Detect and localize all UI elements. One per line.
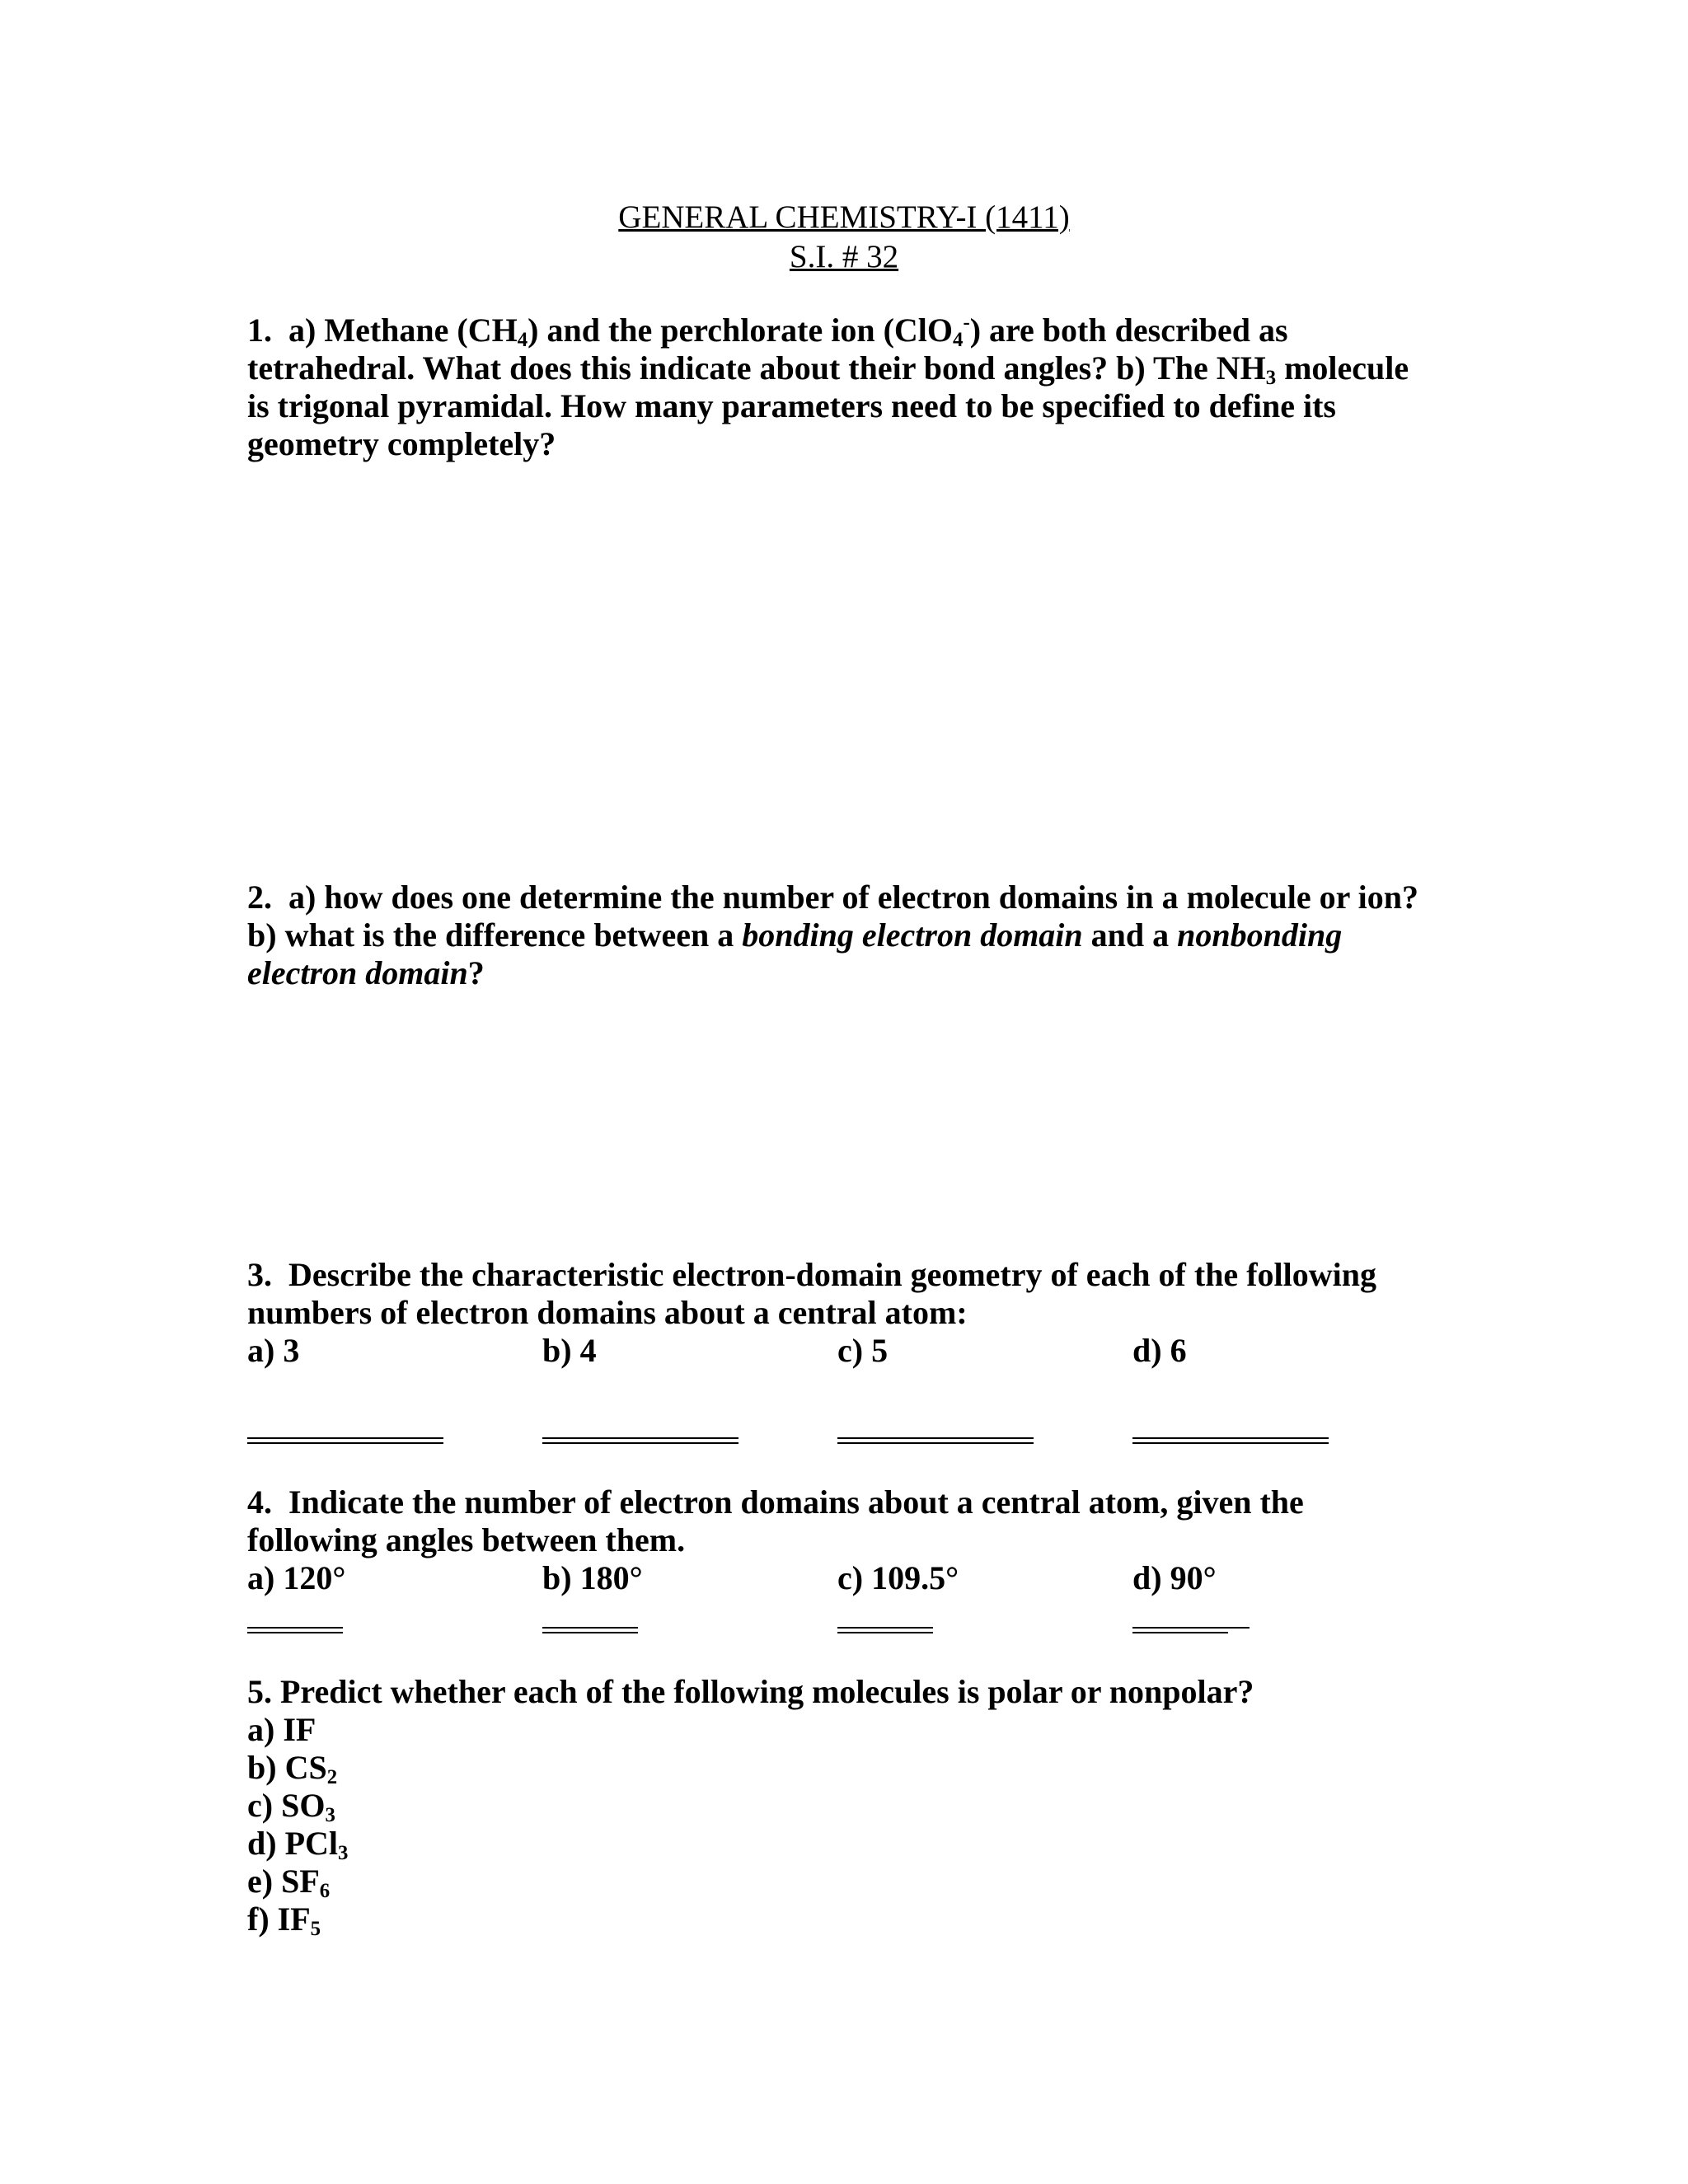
q3-option-d: d) 6 [1132, 1332, 1187, 1369]
q4-answer-blank-a[interactable] [247, 1627, 343, 1633]
q5-item-e: e) $SF_6$ [247, 1863, 331, 1903]
q3-option-b: b) 4 [542, 1332, 597, 1369]
q4-option-a: a) 120° [247, 1559, 346, 1596]
question-4: 4. Indicate the number of electron domains about a central atom, given the following angles between them. [247, 1483, 1304, 1558]
question-number: 5. [247, 1673, 272, 1710]
q5-item-a: a) IF [247, 1711, 316, 1748]
q5-item-d: d) PCl$_3$ [247, 1825, 349, 1865]
question-1: 1. a) Methane $(CH_4)$ and the perchlorate ion (ClO$_4$-) are both described as tetrahedral. What does this indicate about their bond angles? b) The $NH_3$ molecule is trigonal pyramidal. How many parameters need to be specified to define its geometry completely? [247, 312, 1409, 462]
q5-item-b: b) $CS_2$ [247, 1749, 338, 1789]
q3-answer-blank-c[interactable] [837, 1437, 1034, 1444]
question-2: 2. a) how does one determine the number of electron domains in a molecule or ion? b) what is the difference between a bonding electron domain and a nonbonding electron domain? [247, 879, 1419, 991]
question-5: 5. Predict whether each of the following molecules is polar or nonpolar? [247, 1673, 1254, 1710]
worksheet-title: GENERAL CHEMISTRY-I (1411) [618, 199, 1070, 235]
q4-answer-blank-b[interactable] [542, 1627, 638, 1633]
q3-option-a: a) 3 [247, 1332, 300, 1369]
q5-item-c: c) $SO_3$ [247, 1787, 335, 1827]
q4-answer-blank-c[interactable] [837, 1627, 933, 1633]
q3-answer-blank-b[interactable] [542, 1437, 738, 1444]
question-number: 2. [247, 879, 272, 916]
q3-option-c: c) 5 [837, 1332, 889, 1369]
question-number: 1. [247, 312, 272, 349]
q5-item-f: f) $IF_5$ [247, 1900, 321, 1941]
q4-option-d: d) 90° [1132, 1559, 1217, 1596]
q4-blank-tail [1228, 1627, 1250, 1629]
term-bonding-electron-domain: bonding electron domain [742, 916, 1083, 954]
term-nonbonding-electron-domain: nonbonding electron domain [247, 916, 1343, 991]
q4-answer-blank-d[interactable] [1132, 1627, 1228, 1633]
question-3: 3. Describe the characteristic electron-domain geometry of each of the following numbers of electron domains about a central atom: [247, 1256, 1376, 1331]
q4-option-b: b) 180° [542, 1559, 643, 1596]
q3-answer-blank-d[interactable] [1132, 1437, 1329, 1444]
q4-option-c: c) 109.5° [837, 1559, 959, 1596]
question-number: 4. [247, 1483, 272, 1521]
question-number: 3. [247, 1256, 272, 1293]
session-number: S.I. # 32 [789, 239, 899, 274]
q3-answer-blank-a[interactable] [247, 1437, 443, 1444]
